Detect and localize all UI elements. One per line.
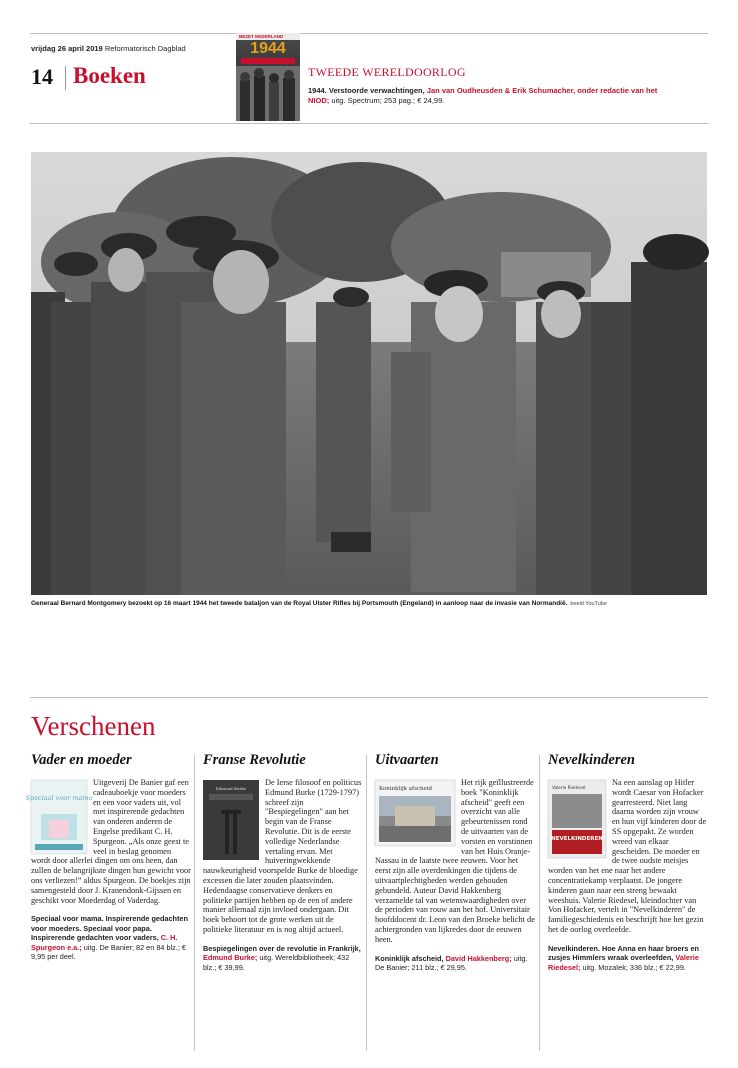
column-divider (366, 755, 367, 1051)
book-title: Koninklijk afscheid, (375, 953, 444, 963)
column-book-info (203, 944, 363, 973)
column-book-info (548, 944, 708, 973)
book-author: Edmund Burke; (203, 953, 258, 963)
dateline (31, 44, 186, 53)
book-author: C. H. Spurgeon e.a.; (31, 933, 178, 952)
column-franse-revolutie (203, 752, 363, 972)
column-vader-en-moeder (25, 752, 191, 962)
featured-authors: Jan van Oudheusden & Erik Schumacher, onder redactie van het NIOD; (308, 86, 658, 105)
main-photo (31, 152, 707, 595)
book-cover-nevelkinderen[interactable] (548, 780, 606, 858)
cover-speciaal-art (25, 780, 93, 854)
column-body (203, 778, 363, 935)
column-title: Uitvaarten (375, 752, 439, 768)
cover-koninklijk-art (375, 780, 455, 846)
column-divider (194, 755, 195, 1051)
column-title: Vader en moeder (31, 752, 132, 768)
book-publisher: uitg. De Banier; 82 en 84 blz.; € 9,95 per deel. (31, 942, 186, 962)
cover-subtitle-band (241, 58, 295, 64)
featured-book-cover[interactable] (236, 33, 300, 121)
book-title: Nevelkinderen. Hoe Anna en haar broers en zusjes Himmlers wraak overleefden, (548, 943, 699, 963)
featured-publisher: uitg. Spectrum; 253 pag.; € 24,99. (331, 96, 445, 105)
book-title: Bespiegelingen over de revolutie in Frankrijk, (203, 943, 361, 953)
cover-nevelkinderen-author: Valerie Riedesel (552, 785, 586, 790)
cover-nevelkinderen-title: NEVELKINDEREN (551, 836, 603, 842)
cover-year: 1944 (250, 40, 286, 57)
header-divider (65, 66, 66, 90)
book-publisher: uitg. Mozaïek; 336 blz.; € 22,99. (582, 962, 686, 972)
column-body-text: Uitgeverij De Banier gaf een cadeauboekje voor moeders en een voor vaders uit, vol met inspirerende gedachten van onderen anderen de Engelse predikant C. H. Spurgeon. „Als onze geest te veel in beslag genomen wordt door allerlei dingen om ons heen, dan zullen de belangrijkste dingen hun gewicht voor ons verliezen!” aldus Spurgeon. De boekjes zijn samengesteld door J. Kranendonk-Gijssen en geschikt voor Moederdag of Vaderdag. (31, 778, 191, 905)
featured-title: 1944. Verstoorde verwachtingen, (308, 86, 425, 95)
column-body-text: De Ierse filosoof en politicus Edmund Burke (1729-1797) schreef zijn "Bespiegelingen" aan het begin van de Franse Revolutie. Dit is de eerste volledige Nederlandse vertaling ervan. Met huiveringwekkende nauwkeurigheid voorspelde Burke de bloedige excessen die later zouden plaatsvinden. Hedendaagse conservatieve denkers en politieke partijen hebben op de een of andere manier allemaal zijn invloed ondergaan. Dit boek behoort tot de grote werken uit de politieke literatuur en is nog altijd actueel. (203, 778, 362, 934)
verschenen-rule (30, 697, 708, 698)
cover-burke-art (203, 780, 259, 860)
header-bottom-rule (30, 123, 708, 124)
column-body (548, 778, 708, 935)
featured-book-info (308, 86, 668, 106)
column-title: Franse Revolutie (203, 752, 306, 768)
cover-koninklijk-title: Koninklijk afscheid (379, 786, 433, 792)
column-title: Nevelkinderen (548, 752, 635, 768)
featured-kicker: TWEEDE WERELDOORLOG (308, 65, 466, 79)
cover-speciaal-title: Speciaal voor mama (25, 794, 93, 802)
column-nevelkinderen (548, 752, 708, 972)
book-cover-speciaal[interactable] (25, 780, 93, 854)
book-cover-koninklijk[interactable] (375, 780, 455, 846)
cover-nevelkinderen-art (548, 780, 606, 858)
cover-photo (236, 66, 300, 121)
column-book-info (375, 954, 535, 973)
caption-text: Generaal Bernard Montgomery bezoekt op 16 maart 1944 het tweede bataljon van de Royal Ulster Rifles bij Portsmouth (Engeland) in aanloop naar de invasie van Normandië. (31, 600, 568, 607)
column-divider (539, 755, 540, 1051)
column-uitvaarten (375, 752, 535, 973)
book-publisher: uitg. Wereldbibliotheek; 432 blz.; € 39,99. (203, 953, 350, 972)
verschenen-heading: Verschenen (31, 711, 156, 741)
photo-credit: beeld YouTube (570, 601, 607, 607)
column-body-text: Na een aanslag op Hitler wordt Caesar von Hofacker gearresteerd. Niet lang daarna worden zijn vrouw en hun vijf kinderen door de SS opgepakt. Ze worden wreed van elkaar gescheiden. De moeder en de twee oudste meisjes worden van het ene naar het andere concentratiekamp verplaatst. De jongere kinderen gaan naar een streng bewaakt weeshuis. Valerie Riedesel, kleindochter van Von Hofacker, vertelt in "Nevelkinderen" de familiegeschiedenis en beschrijft hoe het gezin het de oorlog overleefde. (548, 778, 707, 934)
book-author: Valerie Riedesel; (548, 953, 699, 972)
column-body-text: Het rijk geïllustreerde boek "Koninklijk afscheid" geeft een overzicht van alle gebeurtenissen rond de uitvaarten van de vorsten en vorstinnen van het Huis Oranje-Nassau in de laatste twee eeuwen. Voor het eerst zijn alle overdenkingen die tijdens de uitvaartplechtigheden werden gehouden gebundeld. Auteur David Hakkenberg verzamelde tal van wetenswaardigheden over de perioden van rouw aan het hof. Universitair hoofddocent dr. Leon van den Broeke belicht de achtergronden van lijkredes door de eeuwen heen. (375, 778, 535, 944)
column-body (25, 778, 191, 905)
page-number: 14 (31, 64, 53, 89)
book-title: Speciaal voor mama. Inspirerende gedachten voor moeders. Speciaal voor papa. Inspirerende gedachten voor vaders, (31, 914, 188, 943)
column-body (375, 778, 535, 945)
photo-caption (31, 600, 707, 607)
dateline-paper: Reformatorisch Dagblad (104, 44, 186, 53)
book-publisher: uitg. De Banier; 211 blz.; € 29,95. (375, 953, 528, 973)
section-title: Boeken (73, 63, 146, 88)
column-book-info (31, 914, 191, 962)
top-rule (30, 33, 708, 34)
cover-series: BEZET NEDERLAND (239, 34, 284, 39)
dateline-date: vrijdag 26 april 2019 (31, 44, 103, 53)
book-cover-burke[interactable] (203, 780, 259, 860)
cover-burke-title: Edmund Burke (215, 786, 247, 791)
book-author: David Hakkenberg; (445, 953, 512, 963)
